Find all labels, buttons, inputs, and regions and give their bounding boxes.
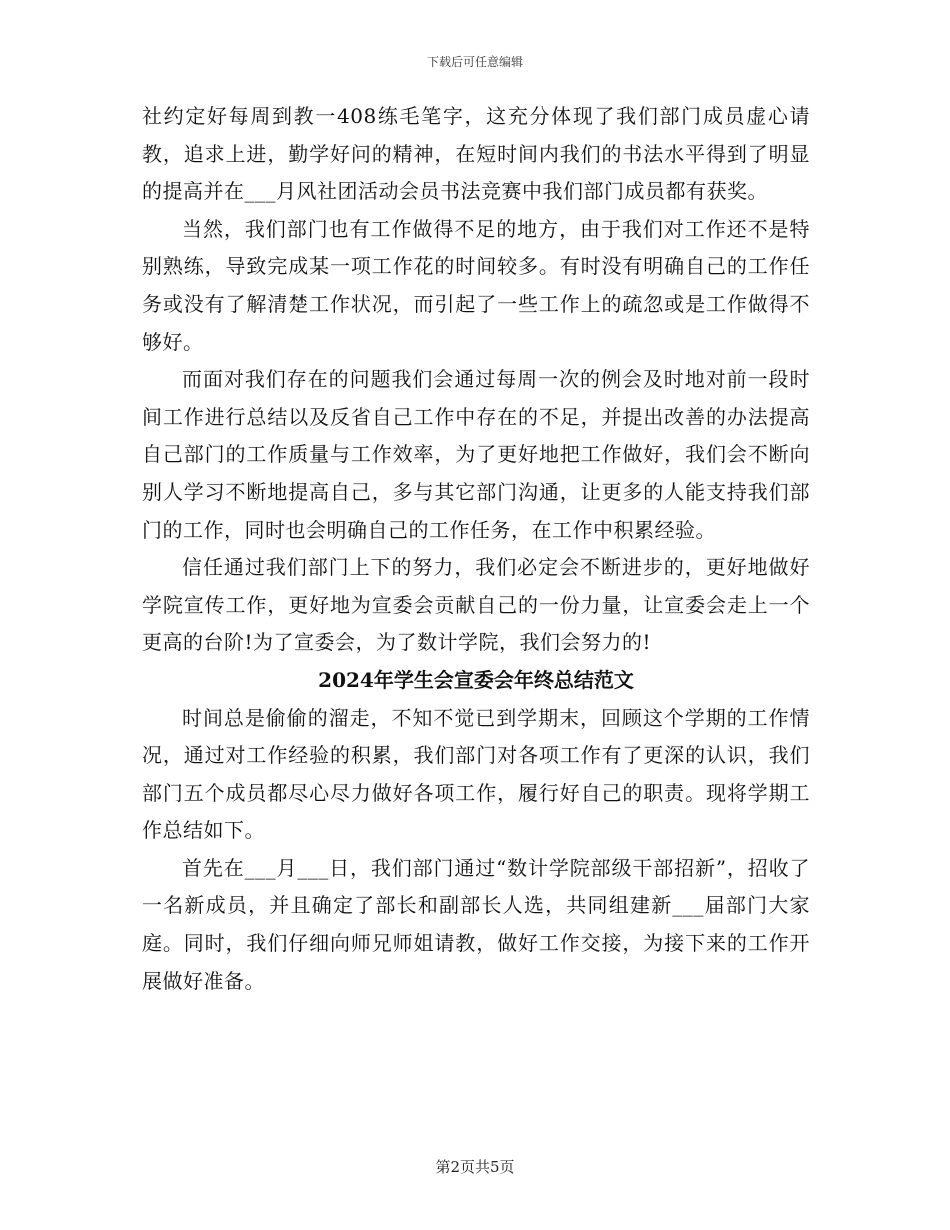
paragraph-recruitment: 首先在___月___日，我们部门通过“数计学院部级干部招新”，招收了一名新成员，并且确定了部长和副部长人选，共同组建新___届部门大家庭。同时，我们仔细向师兄师姐请教，做好工作交接，为接下来的工作开展做好准备。 (142, 855, 810, 993)
section-title: 2024年学生会宣委会年终总结范文 (318, 667, 634, 692)
page-header: 下载后可任意编辑 (426, 55, 523, 69)
paragraph-shortcomings: 当然，我们部门也有工作做得不足的地方，由于我们对工作还不是特别熟练，导致完成某一项工作花的时间较多。有时没有明确自己的工作任务或没有了解清楚工作状况，而引起了一些工作上的疏忽或是工作做得不够好。 (142, 216, 810, 354)
paragraph-improvements: 而面对我们存在的问题我们会通过每周一次的例会及时地对前一段时间工作进行总结以及反省自己工作中存在的不足，并提出改善的办法提高自己部门的工作质量与工作效率，为了更好地把工作做好，我们会不断向别人学习不断地提高自己，多与其它部门沟通，让更多的人能支持我们部门的工作，同时也会明确自己的工作任务，在工作中积累经验。 (142, 367, 810, 542)
document-body (142, 98, 810, 1000)
page-number: 第2页共5页 (435, 1158, 515, 1176)
paragraph-continued: 社约定好每周到教一408练毛笔字，这充分体现了我们部门成员虚心请教，追求上进，勤学好问的精神，在短时间内我们的书法水平得到了明显的提高并在___月风社团活动会员书法竞赛中我们部门成员都有获奖。 (142, 104, 810, 204)
paragraph-closing: 信任通过我们部门上下的努力，我们必定会不断进步的，更好地做好学院宣传工作，更好地为宣委会贡献自己的一份力量，让宣委会走上一个更高的台阶!为了宣委会，为了数计学院，我们会努力的! (142, 555, 810, 655)
paragraph-intro: 时间总是偷偷的溜走，不知不觉已到学期末，回顾这个学期的工作情况，通过对工作经验的积累，我们部门对各项工作有了更深的认识，我们部门五个成员都尽心尽力做好各项工作，履行好自己的职责。现将学期工作总结如下。 (142, 705, 810, 843)
